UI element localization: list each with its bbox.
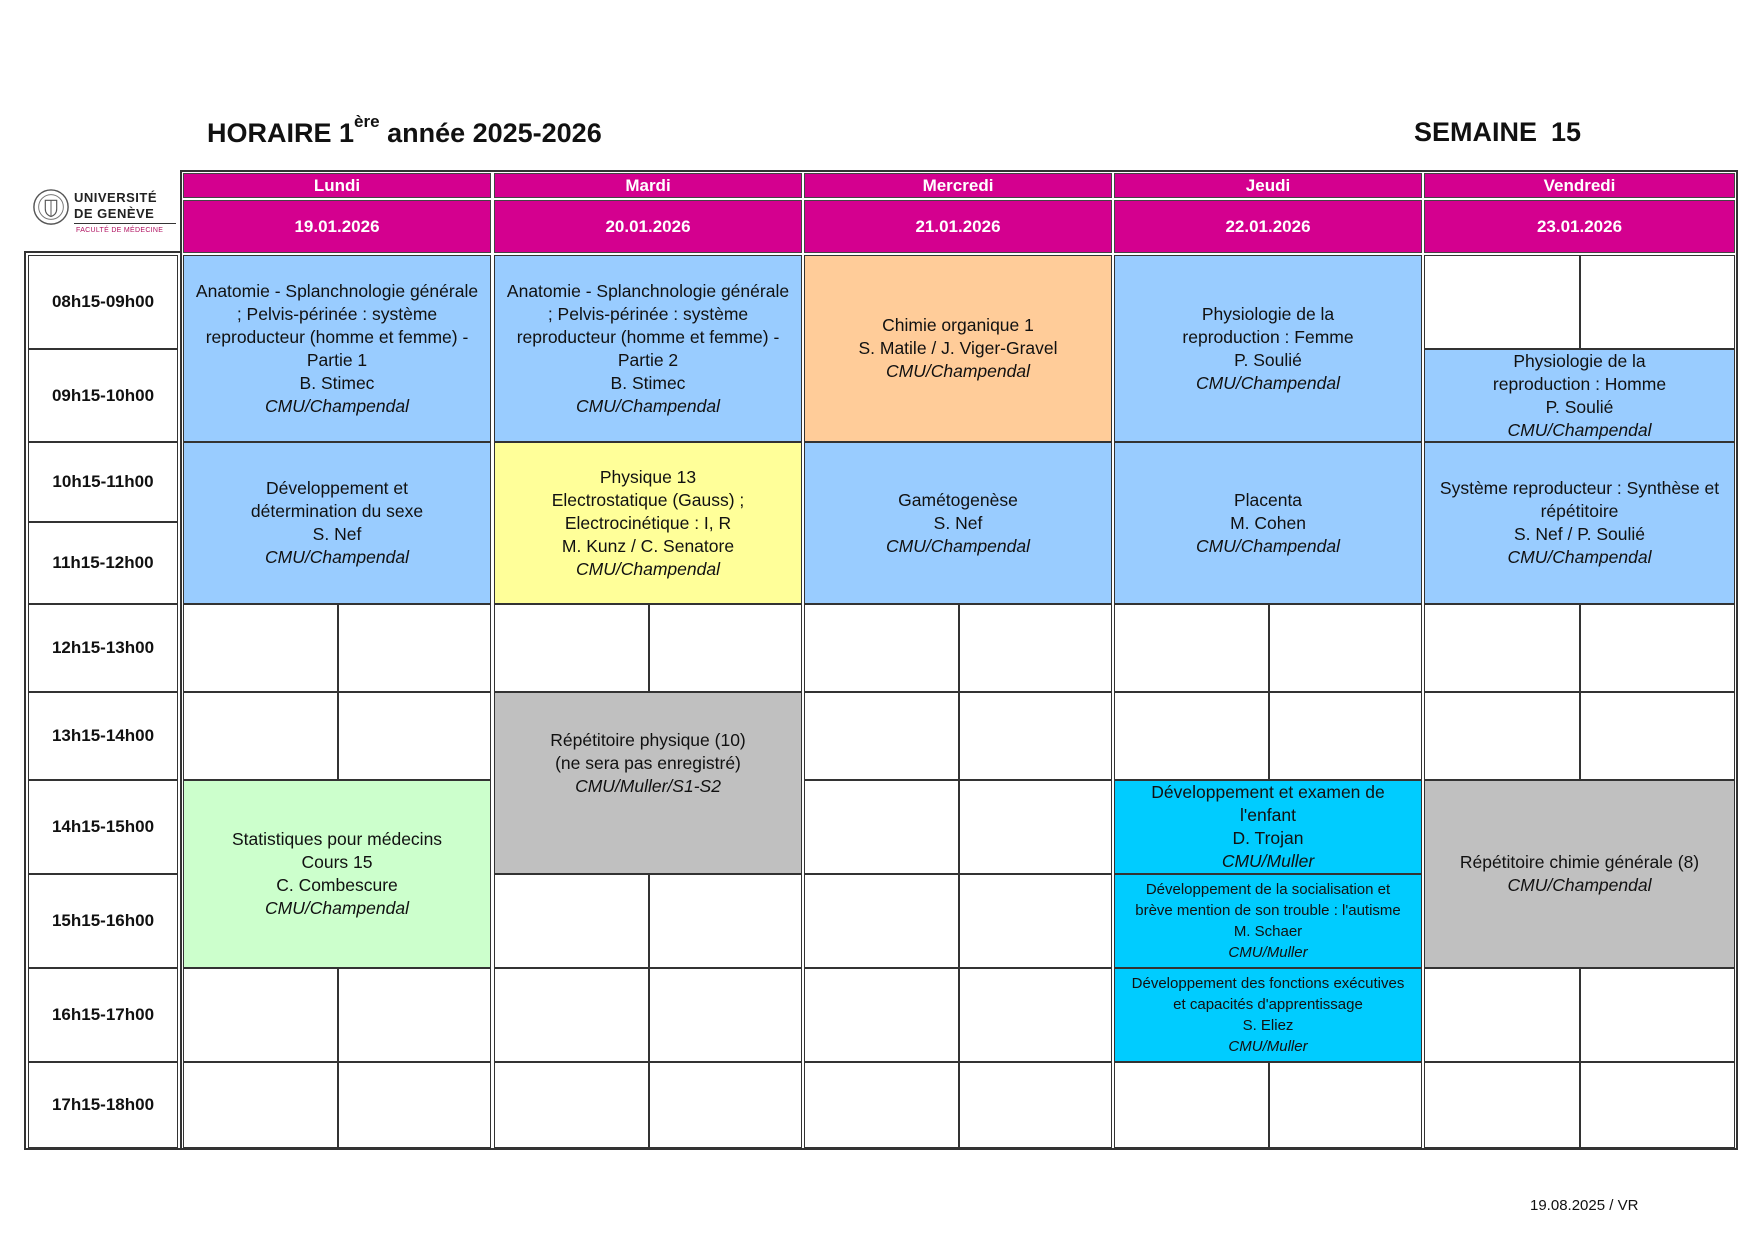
empty-slot bbox=[1424, 968, 1580, 1062]
event-gametogenese: Gamétogenèse S. Nef CMU/Champendal bbox=[804, 442, 1112, 604]
event-developpement-sexe: Développement et détermination du sexe S. Nef CMU/Champendal bbox=[183, 442, 491, 604]
empty-slot bbox=[804, 968, 959, 1062]
day-date-friday: 23.01.2026 bbox=[1424, 200, 1735, 253]
event-placenta: Placenta M. Cohen CMU/Champendal bbox=[1114, 442, 1422, 604]
empty-slot bbox=[1114, 604, 1269, 692]
event-physiologie-femme: Physiologie de la reproduction : Femme P. Soulié CMU/Champendal bbox=[1114, 255, 1422, 442]
event-developpement-enfant: Développement et examen de l'enfant D. Trojan CMU/Muller bbox=[1114, 780, 1422, 874]
empty-slot bbox=[494, 968, 649, 1062]
week-number: 15 bbox=[1551, 117, 1582, 147]
event-physiologie-homme: Physiologie de la reproduction : Homme P. Soulié CMU/Champendal bbox=[1424, 349, 1735, 442]
empty-slot bbox=[804, 604, 959, 692]
empty-slot bbox=[1269, 1062, 1422, 1148]
empty-slot bbox=[494, 874, 649, 968]
time-slot-label: 08h15-09h00 bbox=[28, 255, 178, 349]
time-slot-label: 12h15-13h00 bbox=[28, 604, 178, 692]
time-slot-label: 14h15-15h00 bbox=[28, 780, 178, 874]
event-anatomie-partie-1: Anatomie - Splanchnologie générale ; Pelvis-périnée : système reproducteur (homme et femme) - Partie 1 B. Stimec CMU/Champendal bbox=[183, 255, 491, 442]
empty-slot bbox=[959, 1062, 1112, 1148]
logo-line-2: DE GENÈVE bbox=[74, 206, 155, 221]
empty-slot bbox=[183, 1062, 338, 1148]
empty-slot bbox=[183, 692, 338, 780]
empty-slot bbox=[1580, 968, 1735, 1062]
empty-slot bbox=[1580, 255, 1735, 349]
time-slot-label: 13h15-14h00 bbox=[28, 692, 178, 780]
empty-slot bbox=[183, 604, 338, 692]
empty-slot bbox=[1114, 692, 1269, 780]
time-slot-label: 10h15-11h00 bbox=[28, 442, 178, 522]
day-name-friday: Vendredi bbox=[1424, 173, 1735, 198]
empty-slot bbox=[959, 604, 1112, 692]
empty-slot bbox=[959, 692, 1112, 780]
day-date-monday: 19.01.2026 bbox=[183, 200, 491, 253]
empty-slot bbox=[1269, 692, 1422, 780]
empty-slot bbox=[649, 604, 802, 692]
empty-slot bbox=[649, 1062, 802, 1148]
empty-slot bbox=[804, 1062, 959, 1148]
event-anatomie-partie-2: Anatomie - Splanchnologie générale ; Pelvis-périnée : système reproducteur (homme et femme) - Partie 2 B. Stimec CMU/Champendal bbox=[494, 255, 802, 442]
empty-slot bbox=[1580, 692, 1735, 780]
empty-slot bbox=[338, 604, 491, 692]
time-slot-label: 11h15-12h00 bbox=[28, 522, 178, 604]
empty-slot bbox=[649, 874, 802, 968]
empty-slot bbox=[1424, 255, 1580, 349]
empty-slot bbox=[959, 780, 1112, 874]
logo-line-1: UNIVERSITÉ bbox=[74, 190, 158, 205]
event-repetitoire-chimie: Répétitoire chimie générale (8) CMU/Champendal bbox=[1424, 780, 1735, 968]
empty-slot bbox=[338, 692, 491, 780]
day-name-monday: Lundi bbox=[183, 173, 491, 198]
empty-slot bbox=[494, 604, 649, 692]
empty-slot bbox=[338, 968, 491, 1062]
empty-slot bbox=[804, 780, 959, 874]
event-developpement-socialisation: Développement de la socialisation et brève mention de son trouble : l'autisme M. Schaer CMU/Muller bbox=[1114, 874, 1422, 968]
event-fonctions-executives: Développement des fonctions exécutives et capacités d'apprentissage S. Eliez CMU/Muller bbox=[1114, 968, 1422, 1062]
time-slot-label: 09h15-10h00 bbox=[28, 349, 178, 442]
empty-slot bbox=[649, 968, 802, 1062]
empty-slot bbox=[804, 874, 959, 968]
day-name-wednesday: Mercredi bbox=[804, 173, 1112, 198]
week-label: SEMAINE 15 bbox=[1414, 117, 1582, 147]
empty-slot bbox=[1580, 604, 1735, 692]
empty-slot bbox=[183, 968, 338, 1062]
empty-slot bbox=[804, 692, 959, 780]
empty-slot bbox=[1424, 1062, 1580, 1148]
empty-slot bbox=[959, 968, 1112, 1062]
day-name-tuesday: Mardi bbox=[494, 173, 802, 198]
time-slot-label: 16h15-17h00 bbox=[28, 968, 178, 1062]
event-chimie-organique: Chimie organique 1 S. Matile / J. Viger-Gravel CMU/Champendal bbox=[804, 255, 1112, 442]
event-statistiques: Statistiques pour médecins Cours 15 C. Combescure CMU/Champendal bbox=[183, 780, 491, 968]
empty-slot bbox=[959, 874, 1112, 968]
day-name-thursday: Jeudi bbox=[1114, 173, 1422, 198]
logo-line-3: FACULTÉ DE MÉDECINE bbox=[76, 227, 164, 234]
time-slot-label: 15h15-16h00 bbox=[28, 874, 178, 968]
day-date-wednesday: 21.01.2026 bbox=[804, 200, 1112, 253]
empty-slot bbox=[1580, 1062, 1735, 1148]
empty-slot bbox=[1114, 1062, 1269, 1148]
footer-revision: 19.08.2025 / VR bbox=[1530, 1197, 1639, 1214]
university-logo bbox=[30, 185, 180, 237]
empty-slot bbox=[494, 1062, 649, 1148]
time-slot-label: 17h15-18h00 bbox=[28, 1062, 178, 1148]
university-seal-icon bbox=[32, 188, 70, 226]
day-date-thursday: 22.01.2026 bbox=[1114, 200, 1422, 253]
day-date-tuesday: 20.01.2026 bbox=[494, 200, 802, 253]
empty-slot bbox=[1424, 604, 1580, 692]
event-systeme-reproducteur: Système reproducteur : Synthèse et répétitoire S. Nef / P. Soulié CMU/Champendal bbox=[1424, 442, 1735, 604]
event-repetitoire-physique: Répétitoire physique (10) (ne sera pas enregistré) CMU/Muller/S1-S2 bbox=[494, 692, 802, 874]
empty-slot bbox=[338, 1062, 491, 1148]
logo-rule bbox=[74, 223, 176, 224]
event-physique-13: Physique 13 Electrostatique (Gauss) ; Electrocinétique : I, R M. Kunz / C. Senatore CMU/Champendal bbox=[494, 442, 802, 604]
page-title: HORAIRE 1ère année 2025-2026 bbox=[207, 112, 602, 148]
empty-slot bbox=[1269, 604, 1422, 692]
empty-slot bbox=[1424, 692, 1580, 780]
